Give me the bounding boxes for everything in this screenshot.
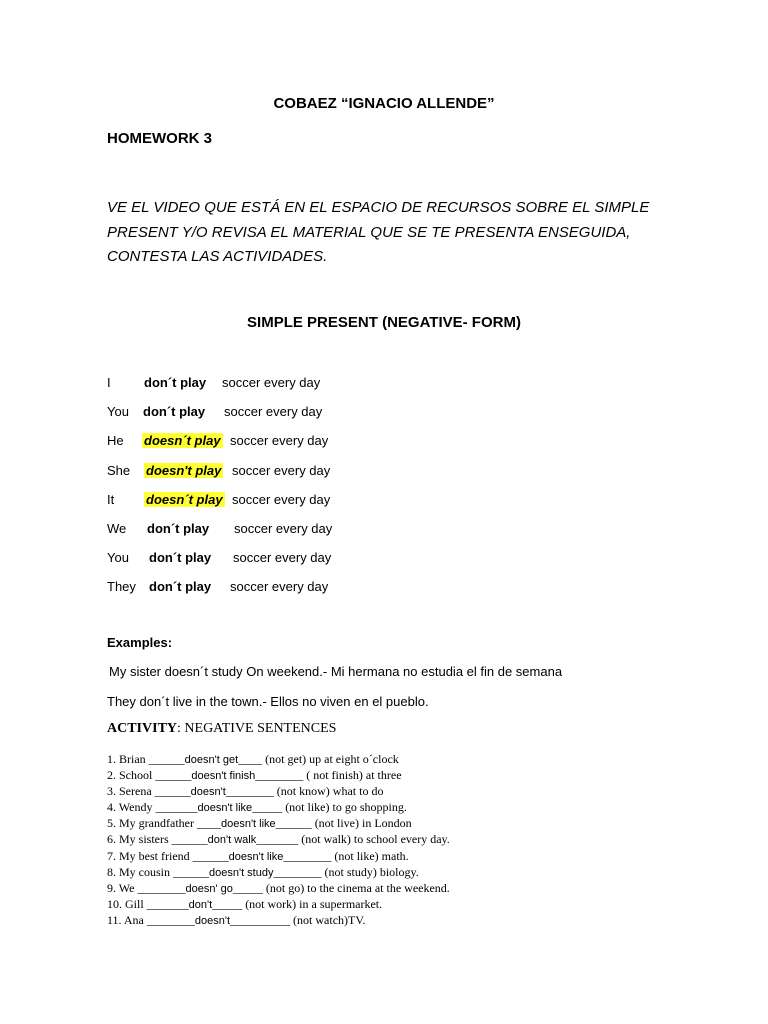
exercise-item — [107, 816, 450, 832]
exercise-item — [107, 784, 450, 800]
exercise-item — [107, 768, 450, 784]
exercise-hint: ________ (not know) what to do — [225, 784, 384, 799]
exercise-answer: doesn' go — [185, 882, 233, 895]
exercise-answer: doesn't finish — [191, 770, 256, 783]
subject-pronoun: He — [107, 433, 124, 448]
exercise-item — [107, 849, 450, 865]
exercise-hint: _____ (not work) in a supermarket. — [212, 896, 383, 911]
exercise-answer: doesn't study — [209, 866, 274, 879]
activity-title: : NEGATIVE SENTENCES — [177, 721, 337, 736]
exercise-prompt: 7. My best friend ______ — [107, 848, 229, 863]
negative-verb: don´t play — [144, 375, 207, 390]
example-sentence: They don´t live in the town.- Ellos no viven en el pueblo. — [107, 694, 429, 709]
negative-verb: don´t play — [143, 404, 206, 419]
exercise-prompt: 8. My cousin ______ — [107, 864, 209, 879]
exercise-list — [107, 752, 450, 929]
exercise-prompt: 1. Brian ______ — [107, 752, 185, 766]
section-title: SIMPLE PRESENT (NEGATIVE- FORM) — [247, 314, 521, 331]
exercise-answer: doesn't like — [228, 850, 284, 863]
subject-pronoun: You — [107, 404, 129, 419]
exercise-item — [107, 832, 450, 848]
exercise-answer: don't walk — [207, 834, 257, 847]
exercise-prompt: 5. My grandfather ____ — [107, 816, 221, 831]
sentence-complement: soccer every day — [234, 521, 333, 536]
exercise-hint: ________ ( not finish) at three — [255, 768, 402, 783]
exercise-hint: ______ (not live) in London — [275, 816, 412, 831]
exercise-hint: _____ (not like) to go shopping. — [252, 800, 407, 815]
activity-heading — [107, 721, 336, 737]
highlighted-verb: doesn't play — [146, 463, 222, 478]
sentence-complement: soccer every day — [232, 463, 331, 478]
examples-label: Examples: — [107, 635, 173, 650]
example-sentence: My sister doesn´t study On weekend.- Mi hermana no estudia el fin de semana — [109, 664, 563, 679]
subject-pronoun: She — [107, 463, 131, 478]
exercise-hint: __________ (not watch)TV. — [230, 912, 366, 927]
exercise-item — [107, 881, 450, 897]
sentence-complement: soccer every day — [230, 579, 329, 594]
document-title: COBAEZ “IGNACIO ALLENDE” — [273, 95, 495, 112]
exercise-prompt: 4. Wendy _______ — [107, 800, 198, 815]
subject-pronoun: You — [107, 550, 129, 565]
exercise-answer: doesn't like — [220, 818, 276, 831]
sentence-complement: soccer every day — [232, 492, 331, 507]
exercise-prompt: 2. School ______ — [107, 768, 192, 783]
exercise-prompt: 6. My sisters ______ — [107, 832, 208, 847]
instructions-line: PRESENT Y/O REVISA EL MATERIAL QUE SE TE PRESENTA ENSEGUIDA, — [107, 223, 631, 241]
exercise-hint: _______ (not walk) to school every day. — [256, 832, 450, 847]
exercise-prompt: 11. Ana ________ — [107, 912, 195, 927]
sentence-complement: soccer every day — [233, 550, 332, 565]
exercise-answer: doesn't — [190, 786, 226, 799]
instructions-paragraph — [107, 196, 650, 270]
exercise-hint: ____ (not get) up at eight o´clock — [238, 752, 399, 766]
exercise-answer: don't — [188, 898, 213, 911]
highlighted-verb: doesn´t play — [146, 492, 223, 507]
exercise-item — [107, 752, 450, 768]
exercise-prompt: 9. We ________ — [107, 880, 186, 895]
exercise-hint: _____ (not go) to the cinema at the weekend. — [232, 880, 450, 895]
subject-pronoun: They — [107, 579, 136, 594]
sentence-complement: soccer every day — [230, 433, 329, 448]
negative-verb: don´t play — [149, 550, 212, 565]
instructions-line: VE EL VIDEO QUE ESTÁ EN EL ESPACIO DE RECURSOS SOBRE EL SIMPLE — [107, 199, 650, 216]
exercise-answer: doesn't — [194, 914, 231, 927]
exercise-answer: doesn't like — [197, 802, 253, 815]
homework-heading: HOMEWORK 3 — [107, 130, 212, 147]
subject-pronoun: It — [107, 492, 115, 507]
exercise-item — [107, 897, 450, 913]
exercise-prompt: 3. Serena ______ — [107, 784, 191, 799]
exercise-answer: doesn't get — [184, 754, 239, 766]
sentence-complement: soccer every day — [222, 375, 321, 390]
activity-label: ACTIVITY — [107, 721, 178, 736]
negative-verb: don´t play — [147, 521, 210, 536]
exercise-item — [107, 865, 450, 881]
exercise-hint: ________ (not like) math. — [283, 848, 409, 863]
negative-verb: don´t play — [149, 579, 212, 594]
exercise-item — [107, 800, 450, 816]
instructions-line: CONTESTA LAS ACTIVIDADES. — [107, 248, 328, 265]
exercise-prompt: 10. Gill _______ — [107, 896, 189, 911]
subject-pronoun: We — [107, 521, 127, 536]
exercise-item — [107, 913, 450, 929]
sentence-complement: soccer every day — [224, 404, 323, 419]
highlighted-verb: doesn´t play — [144, 433, 221, 448]
subject-pronoun: I — [107, 375, 111, 390]
exercise-hint: ________ (not study) biology. — [273, 864, 419, 879]
